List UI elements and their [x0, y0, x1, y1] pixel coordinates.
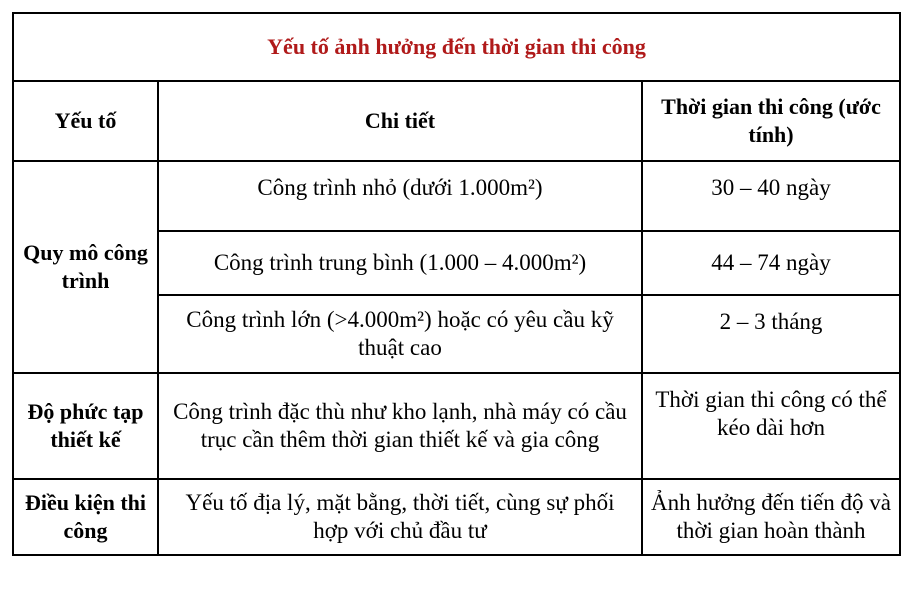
header-factor: Yếu tố	[13, 81, 158, 161]
header-row	[13, 81, 900, 161]
title-row	[13, 13, 900, 81]
table-row	[13, 373, 900, 479]
detail-cell: Công trình lớn (>4.000m²) hoặc có yêu cầu kỹ thuật cao	[158, 295, 642, 373]
detail-cell: Công trình nhỏ (dưới 1.000m²)	[158, 161, 642, 231]
construction-time-table	[12, 12, 901, 556]
time-cell: Ảnh hưởng đến tiến độ và thời gian hoàn thành	[642, 479, 900, 555]
detail-cell: Công trình đặc thù như kho lạnh, nhà máy có cầu trục cần thêm thời gian thiết kế và gia công	[158, 373, 642, 479]
time-cell: 2 – 3 tháng	[642, 295, 900, 373]
factor-cell-complexity: Độ phức tạp thiết kế	[13, 373, 158, 479]
time-cell: Thời gian thi công có thể kéo dài hơn	[642, 373, 900, 479]
table-title: Yếu tố ảnh hưởng đến thời gian thi công	[13, 13, 900, 81]
factor-cell-scale: Quy mô công trình	[13, 161, 158, 373]
factor-cell-conditions: Điều kiện thi công	[13, 479, 158, 555]
table-row	[13, 479, 900, 555]
table-row	[13, 161, 900, 231]
detail-cell: Công trình trung bình (1.000 – 4.000m²)	[158, 231, 642, 295]
header-time: Thời gian thi công (ước tính)	[642, 81, 900, 161]
time-cell: 44 – 74 ngày	[642, 231, 900, 295]
detail-cell: Yếu tố địa lý, mặt bằng, thời tiết, cùng sự phối hợp với chủ đầu tư	[158, 479, 642, 555]
header-detail: Chi tiết	[158, 81, 642, 161]
time-cell: 30 – 40 ngày	[642, 161, 900, 231]
